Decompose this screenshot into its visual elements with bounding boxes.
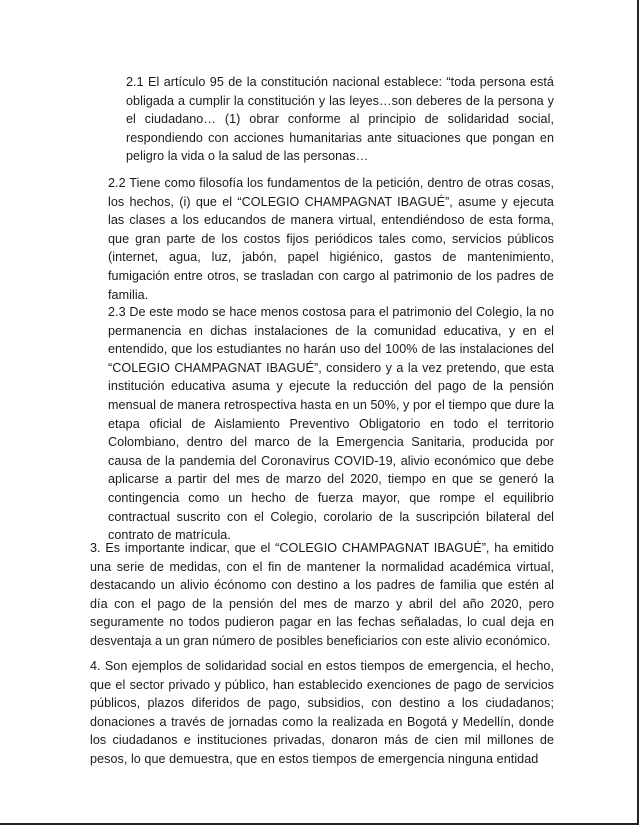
paragraph-2-3: 2.3 De este modo se hace menos costosa para el patrimonio del Colegio, la no permanencia en dichas instalaciones de la comunidad educativa, y en el entendido, que los estudiantes no harán uso del 100% de las instalaciones del “COLEGIO CHAMPAGNAT IBAGUÉ”, considero y a la vez pretendo, que esta institución educativa asuma y ejecute la reducción del pago de la pensión mensual de manera retrospectiva hasta en un 50%, y por el tiempo que dure la etapa oficial de Aislamiento Preventivo Obligatorio en todo el territorio Colombiano, dentro del marco de la Emergencia Sanitaria, producida por causa de la pandemia del Coronavirus COVID-19, alivio económico que debe aplicarse a partir del mes de marzo del 2020, tiempo en que se generó la contingencia como un hecho de fuerza mayor, que rompe el equilibrio contractual suscrito con el Colegio, corolario de la suscripción bilateral del contrato de matrícula. [108,305,554,543]
paragraph-3: 3. Es importante indicar, que el “COLEGIO CHAMPAGNAT IBAGUÉ”, ha emitido una serie de medidas, con el fin de mantener la normalidad académica virtual, destacando un alivio écónomo con destino a los padres de familia que estén al día con el pago de la pensión del mes de marzo y abril del año 2020, pero seguramente no todos pudieron pagar en las fechas señaladas, lo cual deja en desventaja a un gran número de posibles beneficiarios con este alivio económico. [90,541,554,648]
paragraph-2-1: 2.1 El artículo 95 de la constitución nacional establece: “toda persona está obligada a cumplir la constitución y las leyes…son deberes de la persona y el ciudadano… (1) obrar conforme al principio de solidaridad social, respondiendo con acciones humanitarias ante situaciones que pongan en peligro la vida o la salud de las personas… [126,75,554,164]
paragraph-2-2: 2.2 Tiene como filosofía los fundamentos de la petición, dentro de otras cosas, los hechos, (i) que el “COLEGIO CHAMPAGNAT IBAGUÉ”, asume y ejecuta las clases a los educandos de manera virtual, entendiéndoso de esta forma, que gran parte de los costos fijos periódicos tales como, servicios públicos (internet, agua, luz, jabón, papel higiénico, gastos de mantenimiento, fumigación entre otros, se trasladan con cargo al patrimonio de los padres de familia. [108,176,554,302]
paragraph-4: 4. Son ejemplos de solidaridad social en estos tiempos de emergencia, el hecho, que el sector privado y público, han establecido exenciones de pago de servicios públicos, plazos diferidos de pago, subsidios, con destino a los ciudadanos; donaciones a través de jornadas como la realizada en Bogotá y Medellín, donde los ciudadanos e instituciones privadas, donaron más de cien mil millones de pesos, lo que demuestra, que en estos tiempos de emergencia ninguna entidad [90,659,554,766]
